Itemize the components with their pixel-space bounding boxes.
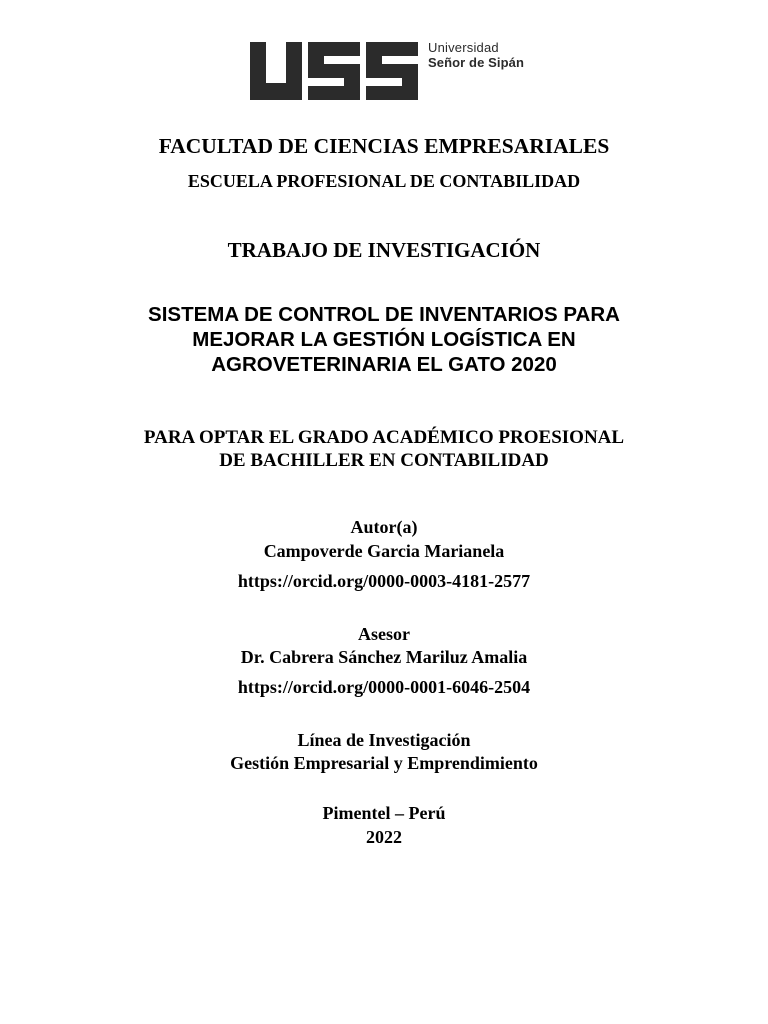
research-line-name: Gestión Empresarial y Emprendimiento [230,753,538,773]
advisor-label: Asesor [358,624,410,644]
advisor-orcid-link[interactable]: https://orcid.org/0000-0001-6046-2504 [237,677,531,697]
thesis-title-line: SISTEMA DE CONTROL DE INVENTARIOS PARA [148,303,620,326]
work-type-heading: TRABAJO DE INVESTIGACIÓN [227,238,541,262]
author-orcid-link[interactable]: https://orcid.org/0000-0003-4181-2577 [237,571,531,591]
university-name-line1: Universidad [428,40,499,55]
degree-line: DE BACHILLER EN CONTABILIDAD [219,450,549,471]
author-label: Autor(a) [350,517,418,537]
thesis-title [0,302,768,377]
faculty-heading: FACULTAD DE CIENCIAS EMPRESARIALES [158,134,610,158]
university-name-line2: Señor de Sipán [428,55,525,70]
year: 2022 [366,827,402,847]
advisor-name: Dr. Cabrera Sánchez Mariluz Amalia [240,647,528,667]
author-name: Campoverde Garcia Marianela [263,541,505,561]
school-heading: ESCUELA PROFESIONAL DE CONTABILIDAD [187,171,581,191]
university-logo [250,40,550,102]
uss-logo-mark [250,40,420,102]
research-line-label: Línea de Investigación [297,730,471,750]
university-name [428,40,524,70]
place: Pimentel – Perú [322,803,446,823]
thesis-title-line: MEJORAR LA GESTIÓN LOGÍSTICA EN [192,328,576,351]
degree-line: PARA OPTAR EL GRADO ACADÉMICO PROESIONAL [143,427,625,448]
thesis-title-line: AGROVETERINARIA EL GATO 2020 [211,353,557,376]
degree-statement [0,426,768,472]
